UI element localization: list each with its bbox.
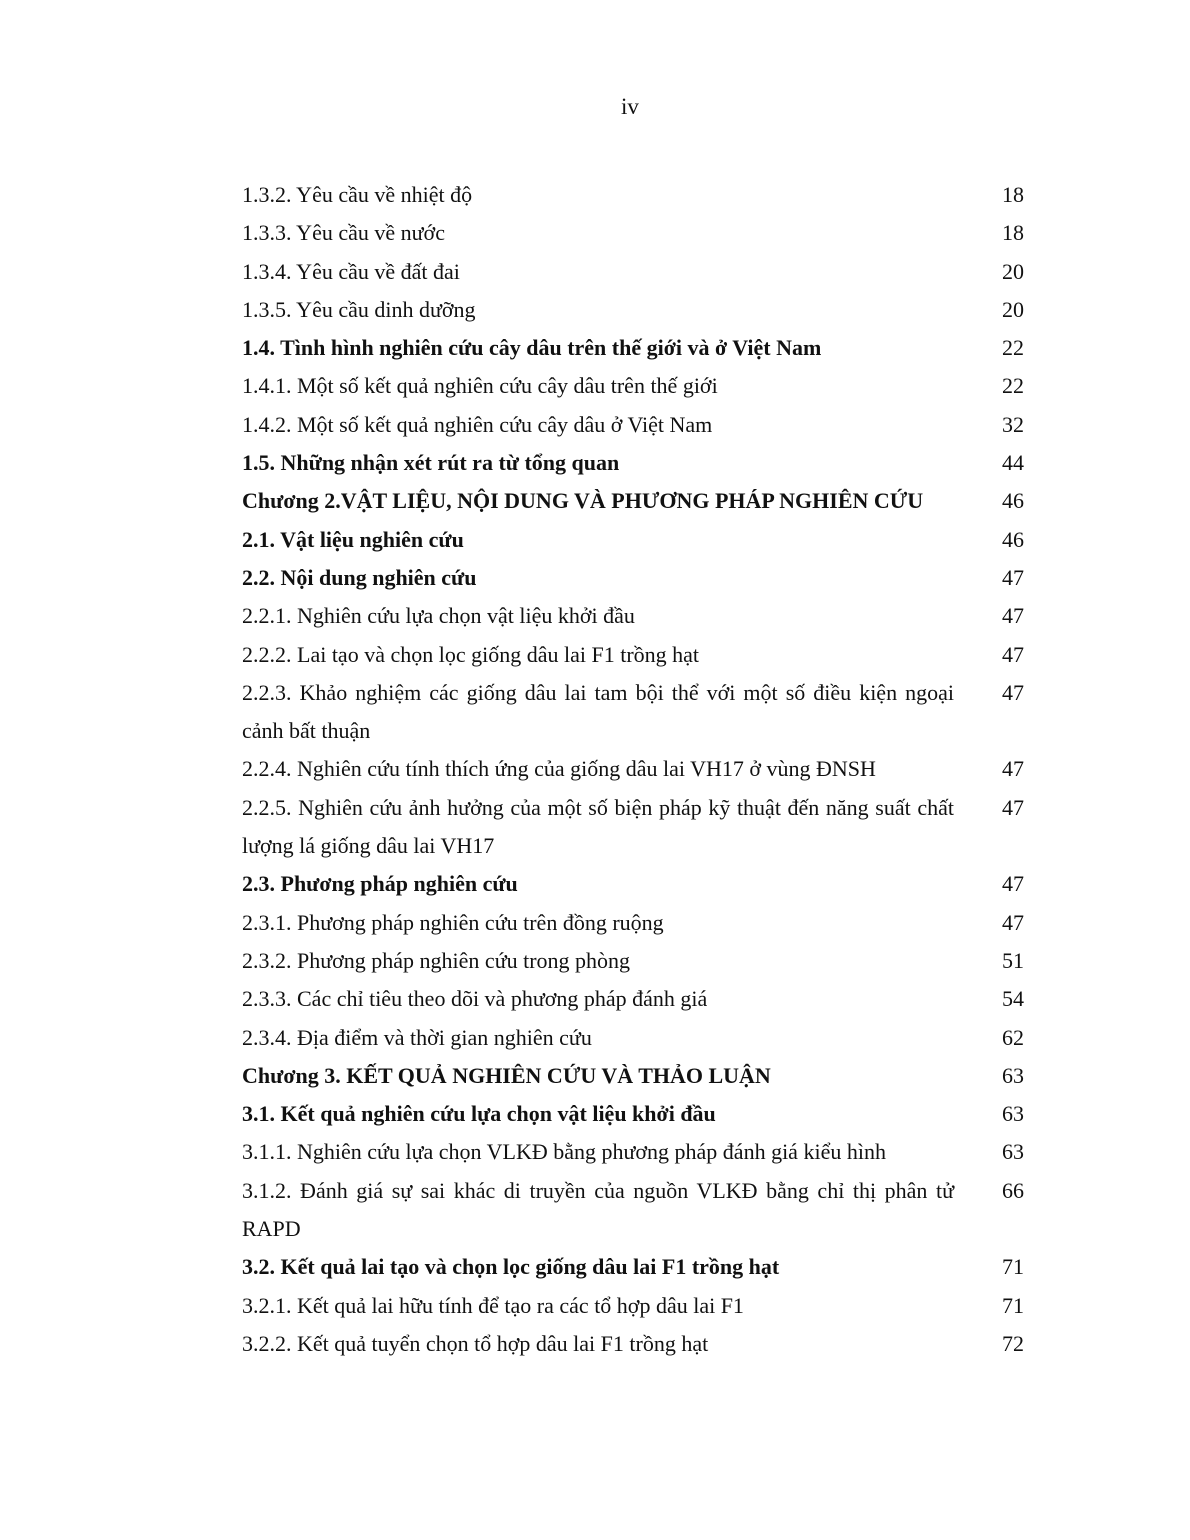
toc-entry-title: 1.4. Tình hình nghiên cứu cây dâu trên thế giới và ở Việt Nam <box>242 335 822 361</box>
toc-entry[interactable] <box>242 176 1032 214</box>
toc-entry-page: 22 <box>1002 335 1024 361</box>
toc-entry-page: 18 <box>1002 182 1024 207</box>
toc-entry-title: 3.2.1. Kết quả lai hữu tính để tạo ra các tổ hợp dâu lai F1 <box>242 1292 744 1318</box>
toc-entry[interactable] <box>242 674 1032 751</box>
toc-entry[interactable] <box>242 367 1032 405</box>
table-of-contents <box>242 176 1032 1363</box>
toc-entry[interactable] <box>242 1325 1032 1363</box>
toc-entry[interactable] <box>242 597 1032 635</box>
toc-entry[interactable] <box>242 329 1032 367</box>
toc-entry[interactable] <box>242 1095 1032 1133</box>
toc-entry-title: 2.3. Phương pháp nghiên cứu <box>242 871 518 897</box>
toc-entry-title: 1.3.5. Yêu cầu dinh dưỡng <box>242 296 476 322</box>
toc-entry-page: 63 <box>1002 1101 1024 1127</box>
toc-entry[interactable] <box>242 1248 1032 1286</box>
toc-entry-title: Chương 3. KẾT QUẢ NGHIÊN CỨU VÀ THẢO LUẬN <box>242 1062 771 1088</box>
page-number: iv <box>621 94 639 119</box>
toc-entry-title: 3.2. Kết quả lai tạo và chọn lọc giống dâu lai F1 trồng hạt <box>242 1254 780 1280</box>
toc-entry-title: 2.3.1. Phương pháp nghiên cứu trên đồng ruộng <box>242 909 664 935</box>
toc-entry[interactable] <box>242 444 1032 482</box>
toc-entry-page: 46 <box>1002 526 1024 552</box>
toc-entry-page: 47 <box>1002 603 1024 629</box>
toc-entry[interactable] <box>242 559 1032 597</box>
toc-entry[interactable] <box>242 482 1032 520</box>
toc-entry-page: 47 <box>1002 564 1024 590</box>
toc-entry[interactable] <box>242 1019 1032 1057</box>
toc-entry-page: 20 <box>1002 258 1024 284</box>
toc-entry[interactable] <box>242 253 1032 291</box>
toc-entry-page: 44 <box>1002 450 1024 476</box>
toc-entry-page: 51 <box>1002 947 1024 973</box>
toc-entry-title: 2.2.1. Nghiên cứu lựa chọn vật liệu khởi đầu <box>242 603 635 629</box>
toc-entry[interactable] <box>242 214 1032 252</box>
toc-entry-title: 2.2. Nội dung nghiên cứu <box>242 564 477 590</box>
toc-entry[interactable] <box>242 291 1032 329</box>
toc-entry[interactable] <box>242 789 1032 866</box>
toc-entry[interactable] <box>242 980 1032 1018</box>
toc-entry-page: 63 <box>1002 1062 1024 1088</box>
toc-entry-page: 47 <box>1002 909 1024 935</box>
toc-entry-title: 2.2.2. Lai tạo và chọn lọc giống dâu lai F1 trồng hạt <box>242 641 700 667</box>
toc-entry-title: Chương 2.VẬT LIỆU, NỘI DUNG VÀ PHƯƠNG PHÁP NGHIÊN CỨU <box>242 488 924 514</box>
toc-entry-page: 71 <box>1002 1292 1024 1318</box>
toc-entry-page: 46 <box>1002 488 1024 514</box>
toc-entry-page: 54 <box>1002 986 1024 1012</box>
toc-entry-title: 1.3.3. Yêu cầu về nước <box>242 220 445 246</box>
toc-entry-title: 1.4.2. Một số kết quả nghiên cứu cây dâu ở Việt Nam <box>242 411 713 437</box>
toc-entry-title: 3.1.2. Đánh giá sự sai khác di truyền của nguồn VLKĐ bằng chỉ thị phân tử RAPD <box>242 1177 954 1242</box>
toc-entry-title: 3.1. Kết quả nghiên cứu lựa chọn vật liệu khởi đầu <box>242 1101 716 1127</box>
toc-entry-page: 71 <box>1002 1254 1024 1280</box>
toc-entry-page: 66 <box>1002 1177 1024 1203</box>
toc-entry-page: 47 <box>1002 794 1024 820</box>
toc-entry-title: 1.3.2. Yêu cầu về nhiệt độ <box>242 182 473 207</box>
toc-entry[interactable] <box>242 406 1032 444</box>
toc-entry-title: 1.5. Những nhận xét rút ra từ tổng quan <box>242 450 620 476</box>
toc-entry[interactable] <box>242 942 1032 980</box>
toc-entry-page: 32 <box>1002 411 1024 437</box>
toc-entry-title: 3.1.1. Nghiên cứu lựa chọn VLKĐ bằng phương pháp đánh giá kiểu hình <box>242 1139 886 1165</box>
toc-entry-page: 22 <box>1002 373 1024 399</box>
toc-entry-title: 2.3.2. Phương pháp nghiên cứu trong phòng <box>242 947 631 973</box>
toc-entry-title: 1.3.4. Yêu cầu về đất đai <box>242 258 460 284</box>
toc-entry[interactable] <box>242 521 1032 559</box>
toc-entry-title: 2.3.3. Các chỉ tiêu theo dõi và phương pháp đánh giá <box>242 986 708 1012</box>
toc-entry[interactable] <box>242 1133 1032 1171</box>
toc-entry[interactable] <box>242 1172 1032 1249</box>
toc-entry-page: 47 <box>1002 871 1024 897</box>
toc-entry-page: 72 <box>1002 1330 1024 1356</box>
toc-entry-page: 63 <box>1002 1139 1024 1165</box>
toc-entry-page: 47 <box>1002 756 1024 782</box>
toc-entry[interactable] <box>242 904 1032 942</box>
toc-entry-page: 47 <box>1002 641 1024 667</box>
toc-entry-title: 2.2.4. Nghiên cứu tính thích ứng của giống dâu lai VH17 ở vùng ĐNSH <box>242 756 876 782</box>
toc-entry-title: 2.1. Vật liệu nghiên cứu <box>242 526 464 552</box>
toc-entry-page: 62 <box>1002 1024 1024 1050</box>
toc-entry-title: 1.4.1. Một số kết quả nghiên cứu cây dâu trên thế giới <box>242 373 718 399</box>
toc-entry[interactable] <box>242 1057 1032 1095</box>
toc-entry-page: 18 <box>1002 220 1024 246</box>
toc-entry[interactable] <box>242 636 1032 674</box>
toc-entry-page: 47 <box>1002 679 1024 705</box>
toc-entry[interactable] <box>242 865 1032 903</box>
toc-entry-title: 2.2.5. Nghiên cứu ảnh hưởng của một số biện pháp kỹ thuật đến năng suất chất lượng lá giống dâu lai VH17 <box>242 794 954 859</box>
toc-entry-title: 3.2.2. Kết quả tuyển chọn tổ hợp dâu lai F1 trồng hạt <box>242 1330 709 1356</box>
toc-entry-title: 2.3.4. Địa điểm và thời gian nghiên cứu <box>242 1024 592 1050</box>
toc-entry[interactable] <box>242 750 1032 788</box>
toc-entry-page: 20 <box>1002 296 1024 322</box>
toc-entry[interactable] <box>242 1287 1032 1325</box>
toc-entry-title: 2.2.3. Khảo nghiệm các giống dâu lai tam bội thể với một số điều kiện ngoại cảnh bất thuận <box>242 679 954 744</box>
